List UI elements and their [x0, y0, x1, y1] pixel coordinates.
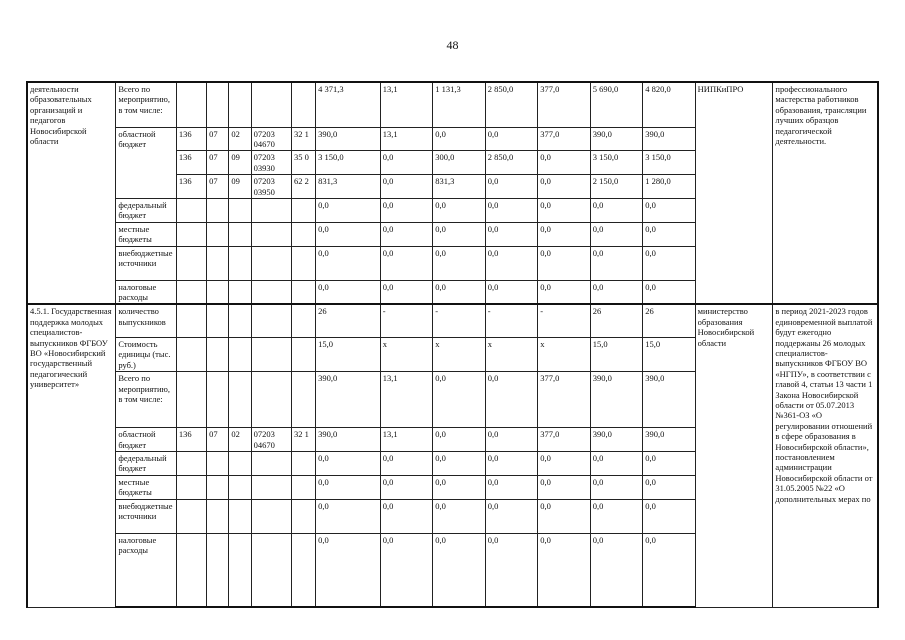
- grbs-cell: 136: [176, 175, 206, 199]
- table-row: [27, 82, 878, 127]
- pr-cell: [229, 304, 251, 337]
- rz-cell: [207, 372, 229, 428]
- value-cell: 0,0: [590, 222, 642, 246]
- value-cell: 1 280,0: [643, 175, 695, 199]
- value-cell: 26: [590, 304, 642, 337]
- value-cell: -: [433, 304, 485, 337]
- value-cell: 15,0: [643, 337, 695, 371]
- value-cell: 13,1: [380, 428, 432, 452]
- value-cell: 831,3: [433, 175, 485, 199]
- value-cell: 0,0: [538, 451, 590, 475]
- value-cell: х: [538, 337, 590, 371]
- value-cell: 0,0: [590, 533, 642, 607]
- value-cell: 0,0: [485, 533, 537, 607]
- value-cell: 13,1: [380, 127, 432, 151]
- pr-cell: [229, 533, 251, 607]
- csr-cell: [251, 499, 291, 533]
- total-cell: 0,0: [316, 246, 381, 280]
- value-cell: 0,0: [380, 222, 432, 246]
- source-cell: количество выпускников: [116, 304, 177, 337]
- vr-cell: [291, 246, 315, 280]
- value-cell: 4 820,0: [643, 82, 695, 127]
- rz-cell: [207, 304, 229, 337]
- value-cell: 0,0: [433, 475, 485, 499]
- grbs-cell: [176, 337, 206, 371]
- rz-cell: [207, 280, 229, 304]
- value-cell: 0,0: [433, 246, 485, 280]
- value-cell: 3 150,0: [590, 151, 642, 175]
- rz-cell: 07: [207, 151, 229, 175]
- value-cell: 377,0: [538, 127, 590, 151]
- grbs-cell: 136: [176, 151, 206, 175]
- grbs-cell: [176, 475, 206, 499]
- total-cell: 390,0: [316, 428, 381, 452]
- source-cell: налоговые расходы: [116, 280, 177, 304]
- source-cell: федеральный бюджет: [116, 198, 177, 222]
- value-cell: 0,0: [380, 475, 432, 499]
- value-cell: 0,0: [433, 222, 485, 246]
- rz-cell: [207, 499, 229, 533]
- value-cell: 0,0: [590, 499, 642, 533]
- value-cell: 0,0: [380, 451, 432, 475]
- value-cell: 0,0: [538, 246, 590, 280]
- value-cell: 0,0: [433, 451, 485, 475]
- value-cell: 0,0: [643, 280, 695, 304]
- value-cell: 377,0: [538, 82, 590, 127]
- rz-cell: [207, 222, 229, 246]
- vr-cell: [291, 372, 315, 428]
- pr-cell: [229, 222, 251, 246]
- value-cell: 0,0: [433, 127, 485, 151]
- grbs-cell: [176, 82, 206, 127]
- csr-cell: [251, 451, 291, 475]
- total-cell: 0,0: [316, 475, 381, 499]
- value-cell: 0,0: [485, 175, 537, 199]
- value-cell: 0,0: [538, 198, 590, 222]
- csr-cell: [251, 475, 291, 499]
- pr-cell: [229, 499, 251, 533]
- source-cell: Стоимость единицы (тыс. руб.): [116, 337, 177, 371]
- vr-cell: 62 2: [291, 175, 315, 199]
- value-cell: 390,0: [590, 127, 642, 151]
- value-cell: 0,0: [485, 428, 537, 452]
- performer-cell: министерство образования Новосибирской области: [695, 304, 773, 607]
- pr-cell: [229, 280, 251, 304]
- value-cell: 0,0: [433, 198, 485, 222]
- value-cell: 0,0: [538, 475, 590, 499]
- rz-cell: 07: [207, 127, 229, 151]
- pr-cell: [229, 372, 251, 428]
- vr-cell: 35 0: [291, 151, 315, 175]
- value-cell: -: [485, 304, 537, 337]
- budget-table: [26, 81, 879, 608]
- pr-cell: [229, 337, 251, 371]
- value-cell: 0,0: [433, 533, 485, 607]
- total-cell: 3 150,0: [316, 151, 381, 175]
- value-cell: 0,0: [433, 499, 485, 533]
- csr-cell: [251, 82, 291, 127]
- csr-cell: [251, 533, 291, 607]
- value-cell: 0,0: [380, 175, 432, 199]
- value-cell: 0,0: [380, 499, 432, 533]
- value-cell: 0,0: [643, 246, 695, 280]
- value-cell: 0,0: [590, 451, 642, 475]
- value-cell: 0,0: [590, 246, 642, 280]
- value-cell: 0,0: [380, 533, 432, 607]
- value-cell: х: [485, 337, 537, 371]
- pr-cell: 09: [229, 151, 251, 175]
- value-cell: 0,0: [433, 280, 485, 304]
- value-cell: 390,0: [643, 127, 695, 151]
- value-cell: 13,1: [380, 82, 432, 127]
- value-cell: 0,0: [538, 499, 590, 533]
- pr-cell: [229, 198, 251, 222]
- value-cell: 0,0: [643, 533, 695, 607]
- rz-cell: [207, 337, 229, 371]
- value-cell: 377,0: [538, 372, 590, 428]
- value-cell: 377,0: [538, 428, 590, 452]
- pr-cell: [229, 451, 251, 475]
- value-cell: 0,0: [643, 451, 695, 475]
- pr-cell: 02: [229, 127, 251, 151]
- grbs-cell: [176, 499, 206, 533]
- value-cell: 0,0: [485, 246, 537, 280]
- grbs-cell: [176, 280, 206, 304]
- source-cell: Всего по мероприятию, в том числе:: [116, 82, 177, 127]
- value-cell: 2 850,0: [485, 82, 537, 127]
- value-cell: 0,0: [643, 499, 695, 533]
- rz-cell: 07: [207, 428, 229, 452]
- value-cell: 0,0: [590, 475, 642, 499]
- source-cell: областной бюджет: [116, 127, 177, 198]
- value-cell: 0,0: [643, 475, 695, 499]
- value-cell: 0,0: [485, 127, 537, 151]
- rz-cell: [207, 82, 229, 127]
- source-cell: местные бюджеты: [116, 222, 177, 246]
- value-cell: 0,0: [590, 280, 642, 304]
- vr-cell: 32 1: [291, 428, 315, 452]
- csr-cell: 07203 04670: [251, 127, 291, 151]
- csr-cell: 07203 03950: [251, 175, 291, 199]
- csr-cell: [251, 280, 291, 304]
- csr-cell: 07203 04670: [251, 428, 291, 452]
- value-cell: 26: [643, 304, 695, 337]
- value-cell: 1 131,3: [433, 82, 485, 127]
- pr-cell: 09: [229, 175, 251, 199]
- total-cell: 0,0: [316, 198, 381, 222]
- result-cell: в период 2021-2023 годов единовременной выплатой будут ежегодно поддержаны 26 молодых специалистов-выпускников ФГБОУ ВО «НГПУ», в соответствии с главой 4, статьи 13 части 1 Закона Новосибирской области от 05.07.2013 №361-ОЗ «О регулировании отношений в сфере образования в Новосибирской области», постановлением администрации Новосибирской области от 31.05.2005 №22 «О дополнительных мерах по: [773, 304, 878, 607]
- grbs-cell: [176, 198, 206, 222]
- value-cell: х: [380, 337, 432, 371]
- pr-cell: [229, 82, 251, 127]
- total-cell: 15,0: [316, 337, 381, 371]
- vr-cell: [291, 337, 315, 371]
- event-name-cell: 4.5.1. Государственная поддержка молодых специалистов-выпускников ФГБОУ ВО «Новосибирский государственный педагогический университет»: [27, 304, 116, 607]
- vr-cell: [291, 82, 315, 127]
- value-cell: х: [433, 337, 485, 371]
- source-cell: налоговые расходы: [116, 533, 177, 607]
- csr-cell: [251, 222, 291, 246]
- value-cell: 0,0: [380, 246, 432, 280]
- grbs-cell: 136: [176, 428, 206, 452]
- grbs-cell: [176, 246, 206, 280]
- total-cell: 0,0: [316, 451, 381, 475]
- value-cell: 13,1: [380, 372, 432, 428]
- vr-cell: [291, 222, 315, 246]
- vr-cell: 32 1: [291, 127, 315, 151]
- csr-cell: [251, 372, 291, 428]
- event-name-cell: деятельности образовательных организаций и педагогов Новосибирской области: [27, 82, 116, 304]
- value-cell: 390,0: [590, 428, 642, 452]
- csr-cell: [251, 304, 291, 337]
- total-cell: 0,0: [316, 222, 381, 246]
- value-cell: 0,0: [643, 222, 695, 246]
- value-cell: 390,0: [590, 372, 642, 428]
- csr-cell: [251, 198, 291, 222]
- value-cell: 0,0: [643, 198, 695, 222]
- value-cell: 0,0: [485, 451, 537, 475]
- vr-cell: [291, 499, 315, 533]
- value-cell: 300,0: [433, 151, 485, 175]
- value-cell: 0,0: [538, 151, 590, 175]
- result-cell: профессионального мастерства работников образования, трансляции лучших образцов педагогической деятельности.: [773, 82, 878, 304]
- value-cell: 2 150,0: [590, 175, 642, 199]
- csr-cell: 07203 03930: [251, 151, 291, 175]
- value-cell: 0,0: [538, 533, 590, 607]
- value-cell: 5 690,0: [590, 82, 642, 127]
- source-cell: федеральный бюджет: [116, 451, 177, 475]
- grbs-cell: [176, 451, 206, 475]
- value-cell: 0,0: [590, 198, 642, 222]
- value-cell: 0,0: [485, 372, 537, 428]
- total-cell: 0,0: [316, 499, 381, 533]
- value-cell: 0,0: [485, 198, 537, 222]
- vr-cell: [291, 533, 315, 607]
- total-cell: 390,0: [316, 127, 381, 151]
- value-cell: 0,0: [538, 175, 590, 199]
- source-cell: внебюджетные источники: [116, 499, 177, 533]
- value-cell: 0,0: [485, 475, 537, 499]
- rz-cell: [207, 475, 229, 499]
- value-cell: 0,0: [380, 151, 432, 175]
- value-cell: 0,0: [485, 280, 537, 304]
- total-cell: 4 371,3: [316, 82, 381, 127]
- vr-cell: [291, 475, 315, 499]
- rz-cell: [207, 533, 229, 607]
- grbs-cell: 136: [176, 127, 206, 151]
- vr-cell: [291, 198, 315, 222]
- total-cell: 390,0: [316, 372, 381, 428]
- grbs-cell: [176, 222, 206, 246]
- total-cell: 0,0: [316, 533, 381, 607]
- pr-cell: [229, 246, 251, 280]
- total-cell: 26: [316, 304, 381, 337]
- vr-cell: [291, 451, 315, 475]
- vr-cell: [291, 304, 315, 337]
- value-cell: 3 150,0: [643, 151, 695, 175]
- vr-cell: [291, 280, 315, 304]
- performer-cell: НИПКиПРО: [695, 82, 773, 304]
- source-cell: Всего по мероприятию, в том числе:: [116, 372, 177, 428]
- table-row: [27, 304, 878, 337]
- rz-cell: [207, 246, 229, 280]
- rz-cell: [207, 451, 229, 475]
- value-cell: 0,0: [538, 222, 590, 246]
- csr-cell: [251, 337, 291, 371]
- value-cell: 390,0: [643, 428, 695, 452]
- value-cell: 0,0: [380, 198, 432, 222]
- page-number: 48: [446, 38, 459, 52]
- rz-cell: [207, 198, 229, 222]
- pr-cell: [229, 475, 251, 499]
- source-cell: местные бюджеты: [116, 475, 177, 499]
- pr-cell: 02: [229, 428, 251, 452]
- grbs-cell: [176, 372, 206, 428]
- value-cell: -: [538, 304, 590, 337]
- source-cell: областной бюджет: [116, 428, 177, 452]
- csr-cell: [251, 246, 291, 280]
- value-cell: 0,0: [433, 428, 485, 452]
- value-cell: 0,0: [433, 372, 485, 428]
- value-cell: 0,0: [538, 280, 590, 304]
- value-cell: -: [380, 304, 432, 337]
- value-cell: 15,0: [590, 337, 642, 371]
- total-cell: 831,3: [316, 175, 381, 199]
- value-cell: 390,0: [643, 372, 695, 428]
- value-cell: 0,0: [485, 222, 537, 246]
- source-cell: внебюджетные источники: [116, 246, 177, 280]
- value-cell: 0,0: [485, 499, 537, 533]
- value-cell: 2 850,0: [485, 151, 537, 175]
- grbs-cell: [176, 304, 206, 337]
- total-cell: 0,0: [316, 280, 381, 304]
- rz-cell: 07: [207, 175, 229, 199]
- value-cell: 0,0: [380, 280, 432, 304]
- grbs-cell: [176, 533, 206, 607]
